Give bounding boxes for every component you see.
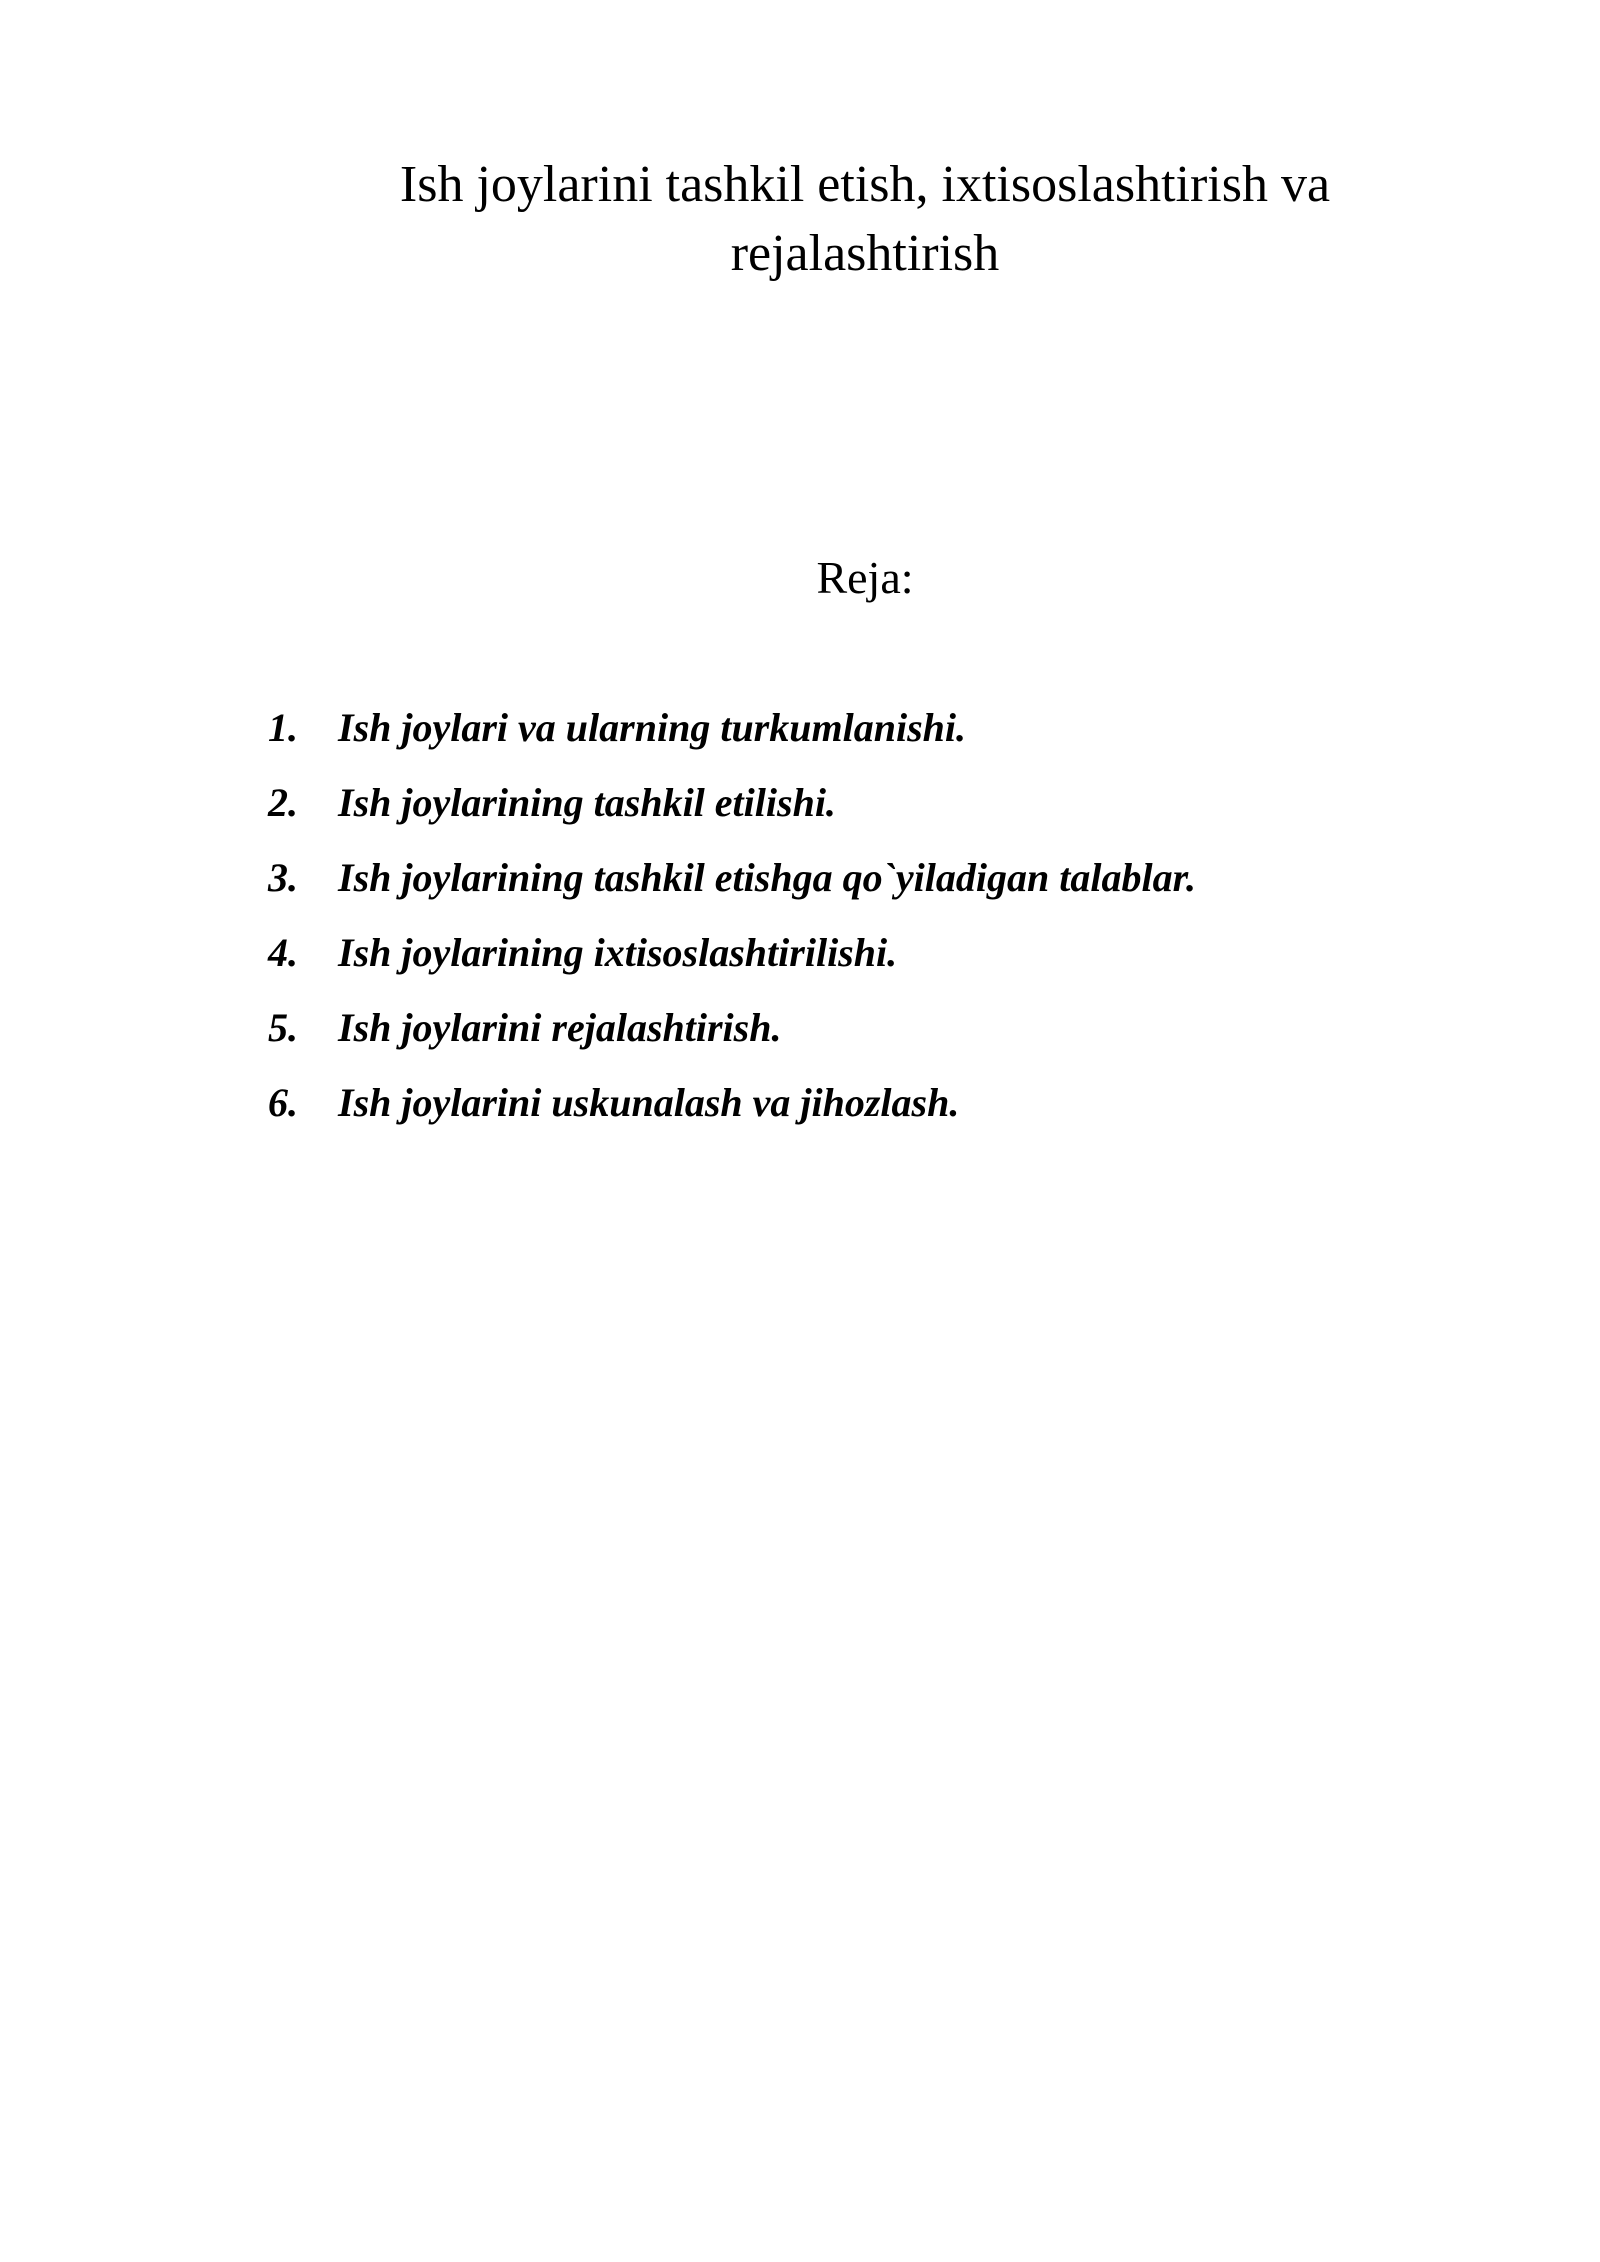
plan-item-text: Ish joylari va ularning turkumlanishi. <box>338 705 967 750</box>
plan-item-number: 4. <box>268 930 298 975</box>
plan-item <box>268 690 1196 765</box>
plan-item-text: Ish joylarining tashkil etilishi. <box>338 780 836 825</box>
plan-item <box>268 765 1196 840</box>
plan-item <box>268 1065 1196 1140</box>
plan-item <box>268 990 1196 1065</box>
plan-item-text: Ish joylarini rejalashtirish. <box>338 1005 782 1050</box>
plan-heading: Reja: <box>816 552 914 603</box>
plan-item <box>268 915 1196 990</box>
plan-item-text: Ish joylarining ixtisoslashtirilishi. <box>338 930 898 975</box>
plan-item-number: 1. <box>268 705 298 750</box>
plan-list <box>268 690 1196 1140</box>
plan-item-number: 2. <box>268 780 298 825</box>
document-title: Ish joylarini tashkil etish, ixtisoslashtirish va rejalashtirish <box>399 156 1331 282</box>
plan-item-number: 6. <box>268 1080 298 1125</box>
plan-item-number: 5. <box>268 1005 298 1050</box>
plan-item-number: 3. <box>268 855 298 900</box>
plan-item-text: Ish joylarini uskunalash va jihozlash. <box>338 1080 960 1125</box>
plan-item <box>268 840 1196 915</box>
plan-item-text: Ish joylarining tashkil etishga qo`yiladigan talablar. <box>338 855 1196 900</box>
